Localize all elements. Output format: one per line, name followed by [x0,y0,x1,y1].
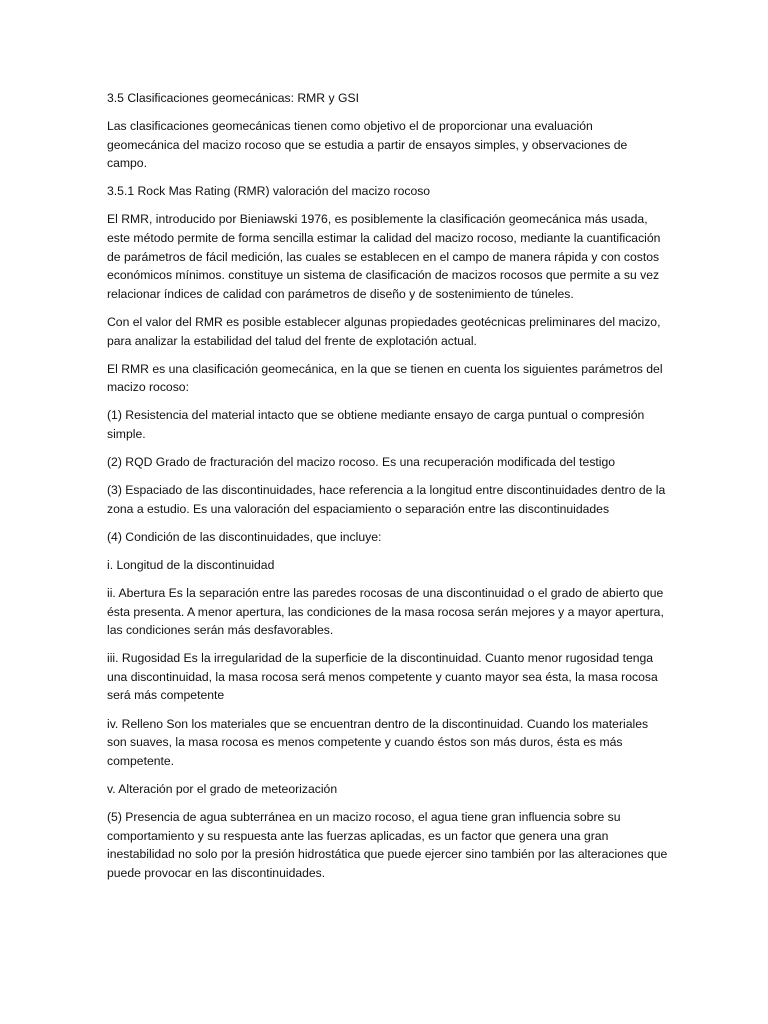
sub-item-v: v. Alteración por el grado de meteorización [107,781,338,796]
parameter-1: (1) Resistencia del material intacto que se obtiene mediante ensayo de carga puntual o compresión simple. [107,408,645,441]
subsection-heading: 3.5.1 Rock Mas Rating (RMR) valoración del macizo rocoso [107,184,431,199]
intro-paragraph: Las clasificaciones geomecánicas tienen como objetivo el de proporcionar una evaluación geomecánica del macizo rocoso que se estudia a partir de ensayos simples, y observaciones de campo. [107,119,628,171]
parameter-5: (5) Presencia de agua subterránea en un macizo rocoso, el agua tiene gran influencia sobre su comportamiento y su respuesta ante las fuerzas aplicadas, es un factor que genera una gran inestabilidad no solo por la presión hidrostática que puede ejercer sino también por las alteraciones que puede provocar en las discontinuidades. [107,809,668,880]
section-heading: 3.5 Clasificaciones geomecánicas: RMR y GSI [107,91,359,105]
rmr-description-paragraph: El RMR, introducido por Bieniawski 1976, es posiblemente la clasificación geomecánica más usada, este método permite de forma sencilla estimar la calidad del macizo rocoso, mediante la cuantificación de parámetros de fácil medición, las cuales se establecen en el campo de manera rápida y con costos económicos mínimos. constituye un sistema de clasificación de macizos rocosos que permite a su vez relacionar índices de calidad con parámetros de diseño y de sostenimiento de túneles. [107,212,661,301]
rmr-value-paragraph: Con el valor del RMR es posible establecer algunas propiedades geotécnicas preliminares del macizo, para analizar la estabilidad del talud del frente de explotación actual. [107,314,661,348]
sub-item-iii: iii. Rugosidad Es la irregularidad de la superficie de la discontinuidad. Cuanto menor rugosidad tenga una discontinuidad, la masa rocosa será menos competente y cuanto mayor sea ésta, la masa rocosa será más competente [107,651,658,703]
parameter-3: (3) Espaciado de las discontinuidades, hace referencia a la longitud entre discontinuidades dentro de la zona a estudio. Es una valoración del espaciamiento o separación entre las discontinuidades [107,483,666,516]
sub-item-iv: iv. Relleno Son los materiales que se encuentran dentro de la discontinuidad. Cuando los materiales son suaves, la masa rocosa es menos competente y cuando éstos son más duros, ésta es más competente. [107,716,649,768]
parameter-4: (4) Condición de las discontinuidades, que incluye: [107,529,382,544]
parameter-2: (2) RQD Grado de fracturación del macizo rocoso. Es una recuperación modificada del testigo [107,455,616,469]
sub-item-i: i. Longitud de la discontinuidad [107,557,275,572]
sub-item-ii: ii. Abertura Es la separación entre las paredes rocosas de una discontinuidad o el grado de abierto que ésta presenta. A menor apertura, las condiciones de la masa rocosa serán mejores y a mayor apertura, las condiciones serán más desfavorables. [107,585,664,638]
rmr-parameters-intro: El RMR es una clasificación geomecánica, en la que se tienen en cuenta los siguientes parámetros del macizo rocoso: [107,361,663,395]
